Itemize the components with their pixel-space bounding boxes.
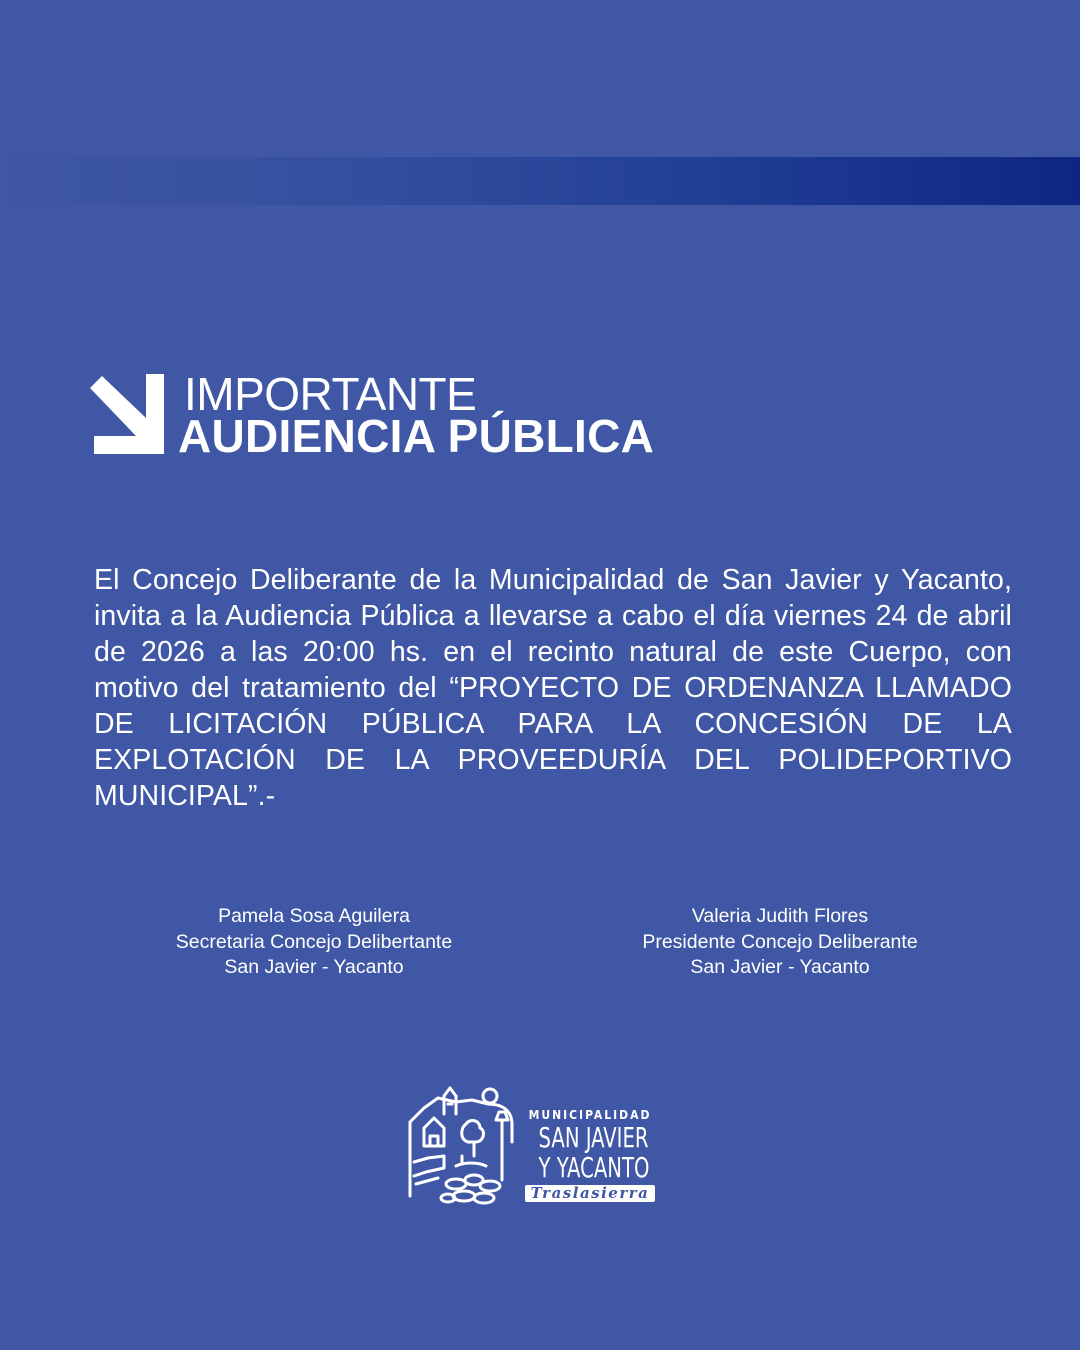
- logo-line-san-javier: SAN JAVIER: [538, 1121, 649, 1154]
- municipality-logo: [404, 1084, 656, 1208]
- logo-wordmark: [524, 1108, 656, 1203]
- signature-name: Valeria Judith Flores: [691, 905, 869, 927]
- signature-role: Secretaria Concejo Delibertante: [175, 930, 453, 953]
- town-illustration-icon: [404, 1084, 522, 1208]
- signature-president: [600, 904, 960, 981]
- signature-role: Presidente Concejo Deliberante: [642, 930, 918, 953]
- logo-municipalidad: MUNICIPALIDAD: [528, 1108, 652, 1122]
- header-gradient-band: [0, 157, 1080, 205]
- logo-tag-traslasierra: Traslasierra: [525, 1185, 656, 1202]
- logo-line-yacanto: Y YACANTO: [538, 1151, 650, 1184]
- signature-name: Pamela Sosa Aguilera: [218, 905, 410, 927]
- signature-place: San Javier - Yacanto: [224, 956, 404, 978]
- announcement-body: El Concejo Deliberante de la Municipalidad de San Javier y Yacanto, invita a la Audiencia Pública a llevarse a cabo el día viernes 24 de abril de 2026 a las 20:00 hs. en el recinto natural de este Cuerpo, con motivo del tratamiento del “PROYECTO DE ORDENANZA LLAMADO DE LICITACIÓN PÚBLICA PARA LA CONCESIÓN DE LA EXPLOTACIÓN DE LA PROVEEDURÍA DEL POLIDEPORTIVO MUNICIPAL”.-: [94, 564, 1012, 812]
- title-audiencia-publica: AUDIENCIA PÚBLICA: [178, 410, 655, 462]
- signature-secretary: [134, 904, 494, 981]
- signature-place: San Javier - Yacanto: [690, 956, 870, 978]
- title-importante: IMPORTANTE: [184, 368, 477, 420]
- arrow-down-right-icon: [90, 372, 168, 456]
